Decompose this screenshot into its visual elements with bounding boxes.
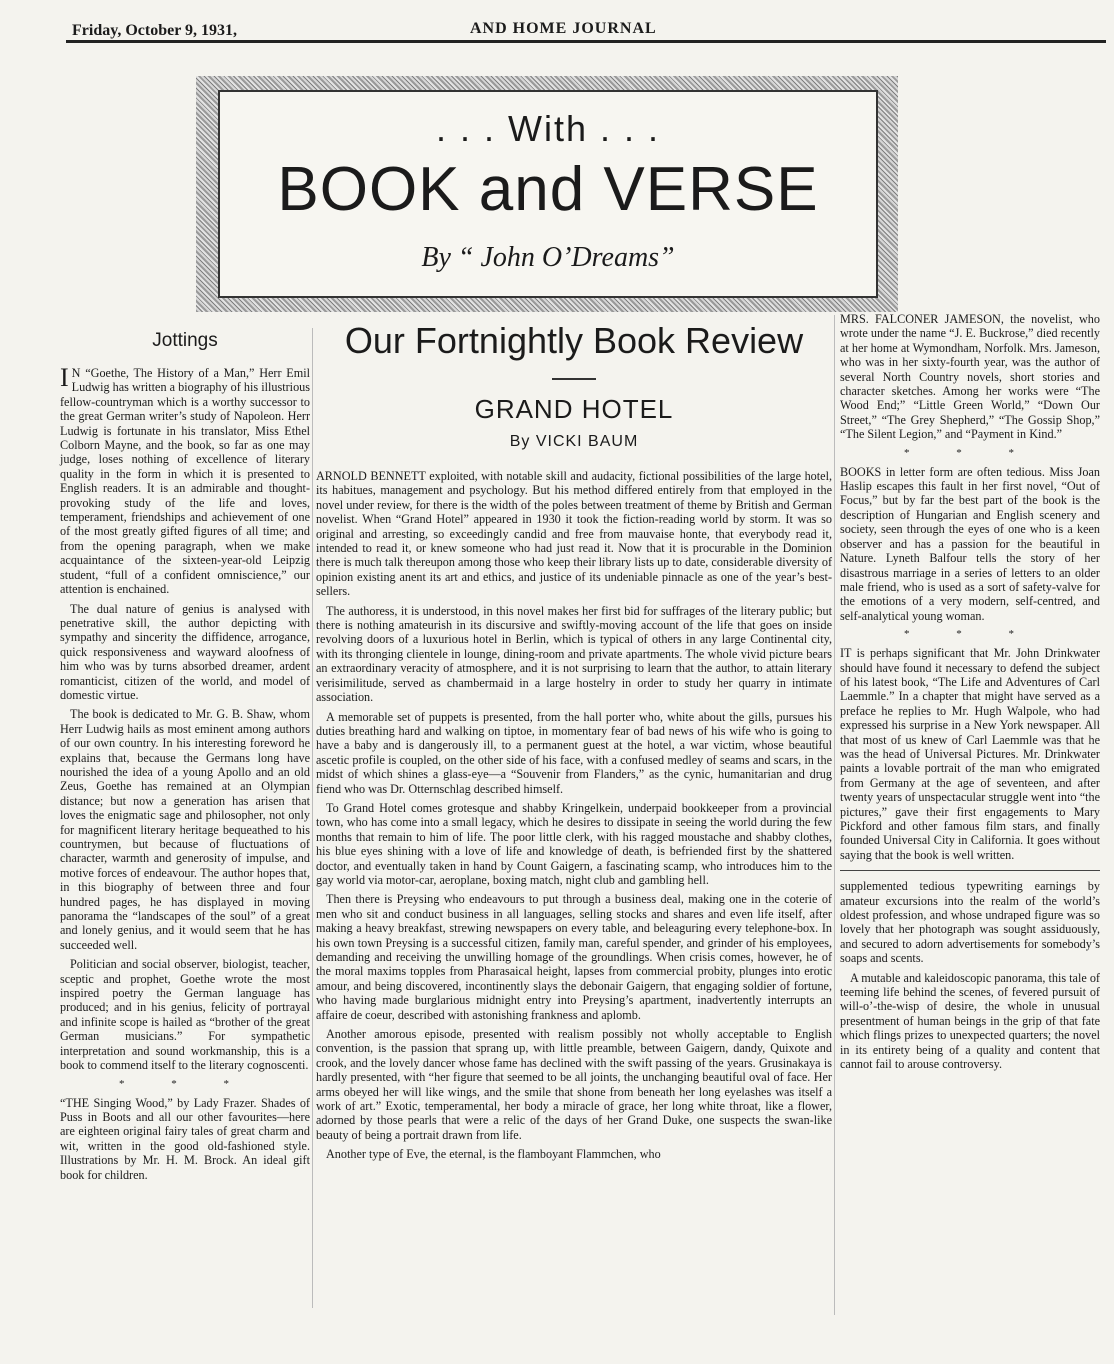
review-paragraph: ARNOLD BENNETT exploited, with notable skill and audacity, fictional possibilities of the large hotel, its habitues, management and psychology. But his method differed entirely from that employed in the novel under review, for there is the width of the poles between treatment of theme by British and German novelist. When “Grand Hotel” appeared in 1930 it took the fiction-reading world by storm. It was so original and arresting, so exceedingly candid and free from mauvaise honte, that everybody read it, intended to read it, or knew someone who had just read it. Now that it is procurable in the Dominion there is much talk thereupon among those who keep their library lists up to date, considerable diversity of opinion existing anent its art and ethics, and justice of its undeniable pinnacle as one of the year’s best-sellers. (316, 469, 832, 599)
header-rule (66, 40, 1106, 43)
jottings-heading: Jottings (152, 330, 218, 351)
notes-column (840, 312, 1100, 1077)
jottings-paragraph: The dual nature of genius is analysed with penetrative skill, the author depicting with sympathy and sincerity the diffidence, arrogance, quick responsiveness and wayward aloofness of him who was by turns absorbed dreamer, ardent romanticist, citizen of the world, and model of domestic virtue. (60, 601, 310, 702)
notes-paragraph: IT is perhaps significant that Mr. John Drinkwater should have found it necessary to defend the subject of his latest book, “The Life and Adventures of Carl Laemmle.” In a chapter that might have served as a preface he replies to Mr. Hugh Walpole, who had expressed his surprise in a New York newspaper. All that most of us knew of Carl Laemmle was that he was the head of Universal Pictures. Mr. Drinkwater paints a lovable portrait of the man who emigrated from Germany at the age of seventeen, and after twenty years of unspectacular struggle went into “the pictures,” gave their first engagements to Mary Pickford and other famous film stars, and finally founded Universal City in California. It goes without saying that the book is well written. (840, 646, 1100, 862)
review-paragraph: A memorable set of puppets is presented, from the hall porter who, white about the gills, pursues his duties breathing hard and walking on tiptoe, in momentary fear of bad news of his wife who is going to have a baby and is dangerously ill, to a permanent guest at the hotel, a war victim, whose beautiful ascetic profile is coupled, on the other side of his face, with a confused medley of seams and scars, in the midst of which shines a glass-eye—a “Souvenir from Flanders,” as the cynic, humanitarian and drug fiend who was Dr. Otternschlag described himself. (316, 709, 832, 796)
banner-with: . . . With . . . (435, 108, 661, 149)
section-banner (196, 76, 898, 312)
review-column (316, 320, 832, 1167)
jottings-paragraph: Politician and social observer, biologist, teacher, sceptic and prophet, Goethe wrote the most inspired poetry the German language has produced; and in his genius, felicity of portrayal and infinite scope is hailed as “brother of the great German musicians.” For sympathetic interpretation and sound workmanship, this is a book to commend itself to the literary cognoscenti. (60, 957, 310, 1073)
jottings-paragraph: I N “Goethe, The History of a Man,” Herr Emil Ludwig has written a biography of his illustrious fellow-countryman which is a worthy successor to the great German writer’s study of Napoleon. Herr Ludwig is fortunate in his translator, Miss Ethel Colborn Mayne, and the book, so far as one may judge, loses nothing of excellence of literary quality in the form in which it is presented to English readers. It is an admirable and thought-provoking study of the life and loves, temperament, friendships and achievement of one of the most greatly gifted figures of all time; and from the opening paragraph, when we make acquaintance of the sixteen-year-old Leipzig student, “full of a confident omniscience,” our attention is enchained. (60, 363, 310, 597)
title-rule (552, 378, 596, 380)
notes-paragraph: BOOKS in letter form are often tedious. Miss Joan Haslip escapes this fault in her first novel, “Out of Focus,” but by far the best part of the book is the description of Hungarian and English scenery and society, seen through the eyes of one who is a keen observer and has a passion for the beautiful in Nature. Lyneth Balfour tells the story of her disastrous marriage in a series of letters to an older male friend, who is used as a sort of safety-valve for the emotions of a very modern, self-centred, and self-analytical young woman. (840, 464, 1100, 623)
book-title: GRAND HOTEL (474, 394, 674, 424)
section-stars: * * * (119, 1077, 251, 1090)
banner-title: BOOK and VERSE (277, 155, 819, 224)
review-paragraph: The authoress, it is understood, in this novel makes her first bid for suffrages of the literary public; but there is nothing amateurish in its discursive and swiftly-moving account of the life that goes on inside revolving doors of a luxurious hotel in Berlin, which is typical of others in any large Continental city, with its thronging clientele in lounge, dining-room and private apartments. The whole vivid picture bears an extraordinary veracity of atmosphere, and it is not surprising to learn that the author, to attain literary verisimilitude, served as chambermaid in a large hostelry in order to study her quarry in intimate association. (316, 603, 832, 705)
notes-paragraph: MRS. FALCONER JAMESON, the novelist, who wrote under the name “J. E. Buckrose,” died recently at her home at Wymondham, Norfolk. Mrs. Jameson, who was in her sixty-fourth year, was the author of several North Country novels, short stories and character sketches. Among her works were “The Wood End;” “Little Green World,” “Down Our Street,” “The Grey Shepherd,” “The Gossip Shop,” “The Silent Legion,” and “Payment in Kind.” (840, 312, 1100, 442)
review-continuation: supplemented tedious typewriting earnings by amateur excursions into the realm of the world’s oldest profession, and whose undraped figure was so lovely that her photograph was sought assiduously, and secured to adorn advertisements for somebody’s soaps and scents. (840, 879, 1100, 966)
column-divider-left (312, 328, 313, 1308)
review-heading: Our Fortnightly Book Review (344, 320, 804, 361)
review-paragraph: To Grand Hotel comes grotesque and shabby Kringelkein, underpaid bookkeeper from a provincial town, who has come into a small legacy, which he desires to dissipate in seeing the world during the few months that remain to him of life. The poor little clerk, with his ragged moustache and shabby clothes, his blue eyes shining with a love of life and knowledge of death, is befriended first by the shattered doctor, and eventually taken in hand by Count Gaigern, a fascinating scamp, who introduces him to the gay world via motor-car, aeroplane, boxing match, night club and gambling hell. (316, 800, 832, 887)
page-date: Friday, October 9, 1931, (72, 22, 238, 39)
jottings-paragraph: “THE Singing Wood,” by Lady Frazer. Shades of Puss in Boots and all our other favourites—here are eighteen original fairy tales of great charm and wit, written in the good old-fashioned style. Illustrations by Mr. H. M. Brock. An ideal gift book for children. (60, 1095, 310, 1182)
banner-byline: By “ John O’Dreams” (421, 242, 675, 273)
section-stars: * * * (904, 628, 1036, 641)
review-paragraph: Another type of Eve, the eternal, is the flamboyant Flammchen, who (326, 1147, 661, 1162)
drop-cap: I (60, 363, 69, 392)
jottings-paragraph: The book is dedicated to Mr. G. B. Shaw, whom Herr Ludwig hails as most eminent among authors of our own country. In his interesting foreword he explains that, because the Germans long have nourished the idea of a young Apollo and an old Zeus, Goethe has remained at an Olympian distance; but now a generation has arisen that loves the enigmatic sage and philosopher, not only for magnificent literary heritage bequeathed to his countrymen, but because of fluctuations of character, warmth and generosity of impulse, and motive forces of endeavour. The author hopes that, in this biography of between three and four hundred pages, he has displayed in moving panorama the “landscapes of the soul” of a great and lonely genius, and it would seem that he has succeeded well. (60, 707, 310, 952)
review-continuation: A mutable and kaleidoscopic panorama, this tale of teeming life behind the scenes, of fevered pursuit of will-o’-the-wisp of desire, the whole in unusual presentment of human beings in the grip of that fate which flings prizes to unexpected quarters; the novel in its entirety being of a quality and content that cannot fail to arouse controversy. (840, 970, 1100, 1072)
section-stars: * * * (904, 446, 1036, 459)
book-author: By VICKI BAUM (509, 433, 639, 450)
publication-title: AND HOME JOURNAL (470, 20, 657, 37)
review-paragraph: Then there is Preysing who endeavours to put through a business deal, making one in the coterie of men who sit and conduct business in all languages, selling stocks and shares and even life itself, after making a heavy breakfast, strewing newspapers on every table, and beleaguring every telephone-box. In his own town Preysing is a successful citizen, family man, careful spender, and grinder of his employees, demanding and receiving the unwilling homage of the groundlings. When crisis comes, however, he of the moral maxims topples from Pharasaical height, lapses from commercial probity, plunges into erotic amour, and being discovered, incontinently slays the debonair Gaigern, that engaging soldier of fortune, who having made burglarious midnight entry into Preysing’s apartment, inadvertently interrupts an affaire de coeur, described with astonishing frankness and aplomb. (316, 892, 832, 1022)
review-paragraph: Another amorous episode, presented with realism possibly not wholly acceptable to English convention, is the passion that sprang up, with little preamble, between Gaigern, dandy, Quixote and crook, and the lovely dancer whose fame has declined with the swift passing of the years. Grusinakaya is hardly presented, with “her figure that seemed to be all joints, the unchanging beautiful oval of face. Her arms obeyed her will like wings, and the smile that shone from beneath her long eyelashes was itself a work of art.” Exotic, temperamental, her body a miracle of grace, her long white throat, like a flower, adorned by those pearls that were a relic of the days of her Grand Duke, one suspects the swan-like beauty of being a portrait drawn from life. (316, 1027, 832, 1142)
column-divider-right (834, 315, 835, 1315)
column-rule (840, 870, 1100, 871)
banner-panel (218, 90, 878, 298)
jottings-column (60, 330, 310, 1187)
